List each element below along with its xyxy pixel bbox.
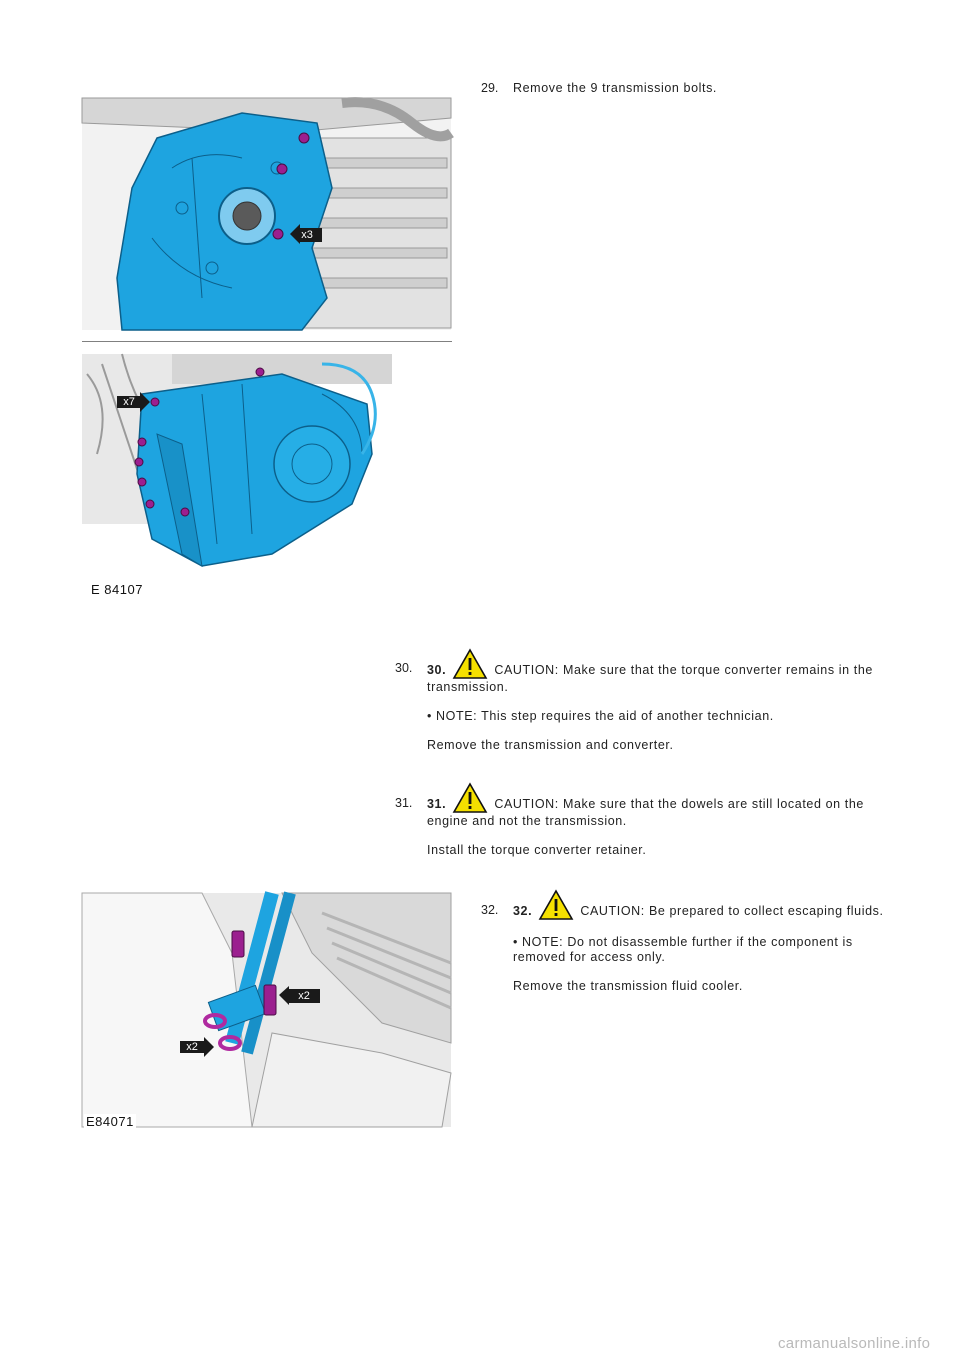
transmission-illustration-top xyxy=(82,98,451,330)
watermark-text[interactable]: carmanualsonline.info xyxy=(778,1335,931,1352)
step-30-content xyxy=(427,648,897,753)
transmission-illustration-bottom xyxy=(82,354,451,584)
figure-transmission-bolts-top xyxy=(82,98,451,330)
step-32-caution: CAUTION: Be prepared to collect escaping fluids. xyxy=(580,904,884,918)
figure-divider xyxy=(82,341,452,342)
step-32-text: Remove the transmission fluid cooler. xyxy=(513,979,743,993)
callout-label-x3: x3 xyxy=(301,229,313,241)
step-32-number: 32. xyxy=(481,903,499,917)
step-31-caution: CAUTION: Make sure that the dowels are still located on the engine and not the transmission. xyxy=(427,797,864,828)
step-32-content xyxy=(513,889,903,994)
step-30-bold-number: 30. xyxy=(427,663,447,677)
step-31-number: 31. xyxy=(395,796,413,810)
figure-label-e84107: E 84107 xyxy=(91,582,143,597)
step-30-note: • NOTE: This step requires the aid of another technician. xyxy=(427,709,774,723)
step-32-bold-number: 32. xyxy=(513,904,533,918)
fluid-cooler-illustration xyxy=(82,893,451,1127)
step-32-note: • NOTE: Do not disassemble further if the component is removed for access only. xyxy=(513,935,853,964)
step-31-bold-number: 31. xyxy=(427,797,447,811)
step-31-text: Install the torque converter retainer. xyxy=(427,843,647,857)
caution-warning-icon xyxy=(452,648,488,680)
step-30-caution: CAUTION: Make sure that the torque converter remains in the transmission. xyxy=(427,663,873,694)
callout-label-x2-bottom: x2 xyxy=(186,1041,198,1053)
caution-warning-icon xyxy=(538,889,574,921)
step-30-number: 30. xyxy=(395,661,413,675)
figure-label-e84071: E84071 xyxy=(86,1114,134,1129)
figure-transmission-bolts-bottom xyxy=(82,354,451,597)
figure-fluid-cooler xyxy=(82,893,451,1127)
step-31-content xyxy=(427,782,897,858)
callout-label-x7: x7 xyxy=(123,396,135,408)
callout-label-x2-top: x2 xyxy=(298,990,310,1002)
caution-warning-icon xyxy=(452,782,488,814)
step-29-number: 29. xyxy=(481,81,499,95)
step-30-text: Remove the transmission and converter. xyxy=(427,738,674,752)
step-29-text: Remove the 9 transmission bolts. xyxy=(513,81,718,95)
